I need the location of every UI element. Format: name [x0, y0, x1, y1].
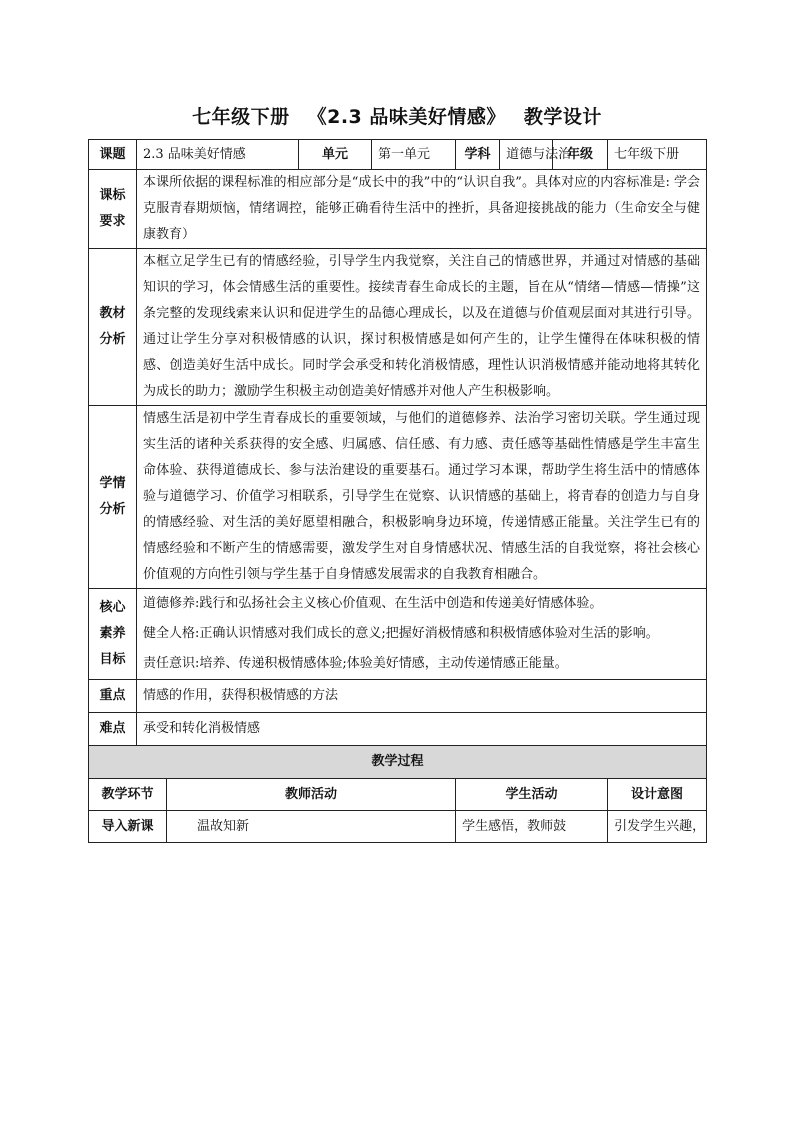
process-heading-row: [89, 746, 707, 779]
key-point-text: 情感的作用，获得积极情感的方法: [137, 680, 707, 713]
difficulty-text: 承受和转化消极情感: [137, 713, 707, 746]
goal-personality: 健全人格:正确认识情感对我们成长的意义;把握好消极情感和积极情感体验对生活的影响。: [143, 626, 659, 641]
title-lesson: 《2.3 品味美好情感》: [307, 106, 506, 128]
student-intro: 学生感悟，教师鼓: [456, 811, 608, 843]
title-suffix: 教学设计: [523, 106, 602, 128]
col-intent: 设计意图: [608, 779, 707, 811]
process-column-row: [89, 779, 707, 811]
unit-label: 单元: [299, 140, 372, 170]
process-row-intro: [89, 811, 707, 843]
goals-label: 核心 素养 目标: [89, 589, 137, 680]
lesson-plan-table: [88, 139, 707, 843]
title-grade: 七年级下册: [192, 106, 290, 128]
unit-value: 第一单元: [372, 140, 456, 170]
material-label: 教材 分析: [89, 249, 137, 406]
learner-text: 情感生活是初中学生青春成长的重要领域，与他们的道德修养、法治学习密切关联。学生通过现实生活的诸种关系获得的安全感、归属感、信任感、有力感、责任感等基础性情感是学生丰富生命体验、获得道德成长、参与法治建设的重要基石。通过学习本课，帮助学生将生活中的情感体验与道德学习、价值学习相联系，引导学生在觉察、认识情感的基础上，将青春的创造力与自身的情感经验、对生活的美好愿望相融合，积极影响身边环境，传递情感正能量。关注学生已有的情感经验和不断产生的情感需要，激发学生对自身情感状况、情感生活的自我觉察，将社会核心价值观的方向性引领与学生基于自身情感发展需求的自我教育相融合。: [137, 406, 707, 589]
topic-value: 2.3 品味美好情感: [137, 140, 299, 170]
difficulty-label: 难点: [89, 713, 137, 746]
col-student: 学生活动: [456, 779, 608, 811]
learner-label: 学情 分析: [89, 406, 137, 589]
standard-row: [89, 170, 707, 249]
grade-label: 年级: [553, 140, 608, 170]
key-point-row: [89, 680, 707, 713]
goal-morality: 道德修养:践行和弘扬社会主义核心价值观、在生活中创造和传递美好情感体验。: [143, 596, 603, 611]
col-stage: 教学环节: [89, 779, 167, 811]
key-point-label: 重点: [89, 680, 137, 713]
teacher-intro: 温故知新: [167, 811, 456, 843]
goal-responsibility: 责任意识:培养、传递积极情感体验;体验美好情感，主动传递情感正能量。: [143, 656, 568, 671]
learner-row: [89, 406, 707, 589]
standard-label: 课标 要求: [89, 170, 137, 249]
material-text: 本框立足学生已有的情感经验，引导学生内我觉察，关注自己的情感世界，并通过对情感的基础知识的学习，体会情感生活的重要性。接续青春生命成长的主题，旨在从“情绪—情感—情操”这条完整的发现线索来认识和促进学生的品德心理成长，以及在道德与价值观层面对其进行引导。通过让学生分享对积极情感的认识，探讨积极情感是如何产生的，让学生懂得在体味积极的情感、创造美好生活中成长。同时学会承受和转化消极情感，理性认识消极情感并能动地将其转化为成长的助力；激励学生积极主动创造美好情感并对他人产生积极影响。: [137, 249, 707, 406]
stage-intro: 导入新课: [89, 811, 167, 843]
standard-text: 本课所依据的课程标准的相应部分是“成长中的我”中的“认识自我”。具体对应的内容标准是: 学会克服青春期烦恼，情绪调控，能够正确看待生活中的挫折，具备迎接挑战的能力（生命安全与健康教育）: [137, 170, 707, 249]
subject-label: 学科: [456, 140, 500, 170]
process-heading: 教学过程: [89, 746, 707, 779]
subject-value: 道德与法治: [500, 140, 553, 170]
goals-text: [137, 589, 707, 680]
grade-value: 七年级下册: [608, 140, 707, 170]
topic-label: 课题: [89, 140, 137, 170]
intent-intro: 引发学生兴趣，: [608, 811, 707, 843]
col-teacher: 教师活动: [167, 779, 456, 811]
goals-row: [89, 589, 707, 680]
page-title: [0, 102, 794, 129]
difficulty-row: [89, 713, 707, 746]
material-row: [89, 249, 707, 406]
header-row: [89, 140, 707, 170]
